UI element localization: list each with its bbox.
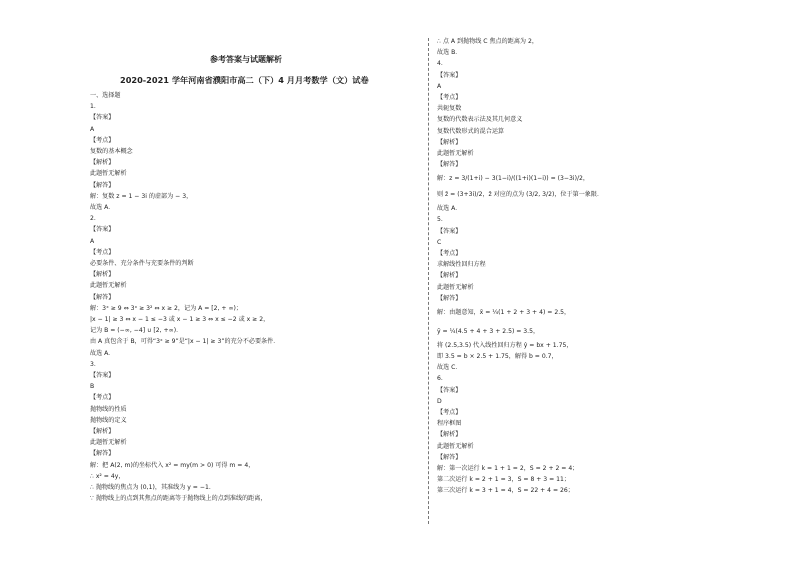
right-text-line: 复数代数形式的混合运算 <box>437 127 505 135</box>
left-text-line: ∴ 抛物线的焦点为 (0,1)，其准线为 y = −1. <box>90 484 211 491</box>
left-text-line: 此题暂无解析 <box>90 439 127 447</box>
right-text-line: 【考点】 <box>437 250 462 257</box>
left-text-line: 故选 A． <box>90 204 115 211</box>
right-text-line: 程序框图 <box>437 420 462 428</box>
exam-title: 2020-2021 学年河南省濮阳市高二（下）4 月月考数学（文）试卷 <box>120 75 369 85</box>
right-text-line: 【答案】 <box>437 71 462 79</box>
left-text-line: 【解析】 <box>90 428 115 435</box>
left-text-line: 【考点】 <box>90 136 115 144</box>
right-text-line: ȳ = ¼(4.5 + 4 + 3 + 2.5) = 3.5， <box>437 327 540 335</box>
right-text-line: 【考点】 <box>437 94 462 101</box>
right-text-line: C <box>437 238 442 246</box>
right-text-line: 6. <box>437 375 443 383</box>
right-text-line: 故选 A． <box>437 205 462 213</box>
left-text-line: 记为 B = (−∞, −4] ∪ [2, +∞)． <box>90 327 183 335</box>
right-text-line: 【解析】 <box>437 431 462 439</box>
right-text-line: 共轭复数 <box>437 105 462 113</box>
left-text-line: 【解答】 <box>90 293 115 301</box>
right-text-line: 解：第一次运行 k = 1 + 1 = 2，S = 2 + 2 = 4； <box>437 465 579 472</box>
right-text-line: 【解析】 <box>437 138 462 146</box>
left-text-line: 此题暂无解析 <box>90 170 127 178</box>
right-text-line: D <box>437 397 442 405</box>
left-text-line: 解：复数 z = 1 − 3i 的虚部为 − 3， <box>90 192 193 200</box>
left-text-line: 故选 A. <box>90 349 111 357</box>
left-text-line: 抛物线的定义 <box>90 416 127 424</box>
left-text-line: 【解析】 <box>90 271 115 279</box>
left-text-line: ∵ 抛物线上的点到其焦点的距离等于抛物线上的点到准线的距离， <box>90 495 267 503</box>
left-text-line: 抛物线的性质 <box>90 405 127 413</box>
left-text-line: 解：把 A(2, m)的坐标代入 x² = my(m > 0) 可得 m = 4， <box>90 461 255 469</box>
left-text-line: |x − 1| ≥ 3 ⇔ x − 1 ≤ −3 或 x − 1 ≥ 3 ⇔ x ≤ −2 或 x ≥ 2， <box>90 316 270 323</box>
right-text-line: 【解答】 <box>437 161 462 169</box>
right-text-line: 【解答】 <box>437 294 462 302</box>
left-text-line: 【答案】 <box>90 114 115 122</box>
right-text-line: 则 z̄ = (3+3i)/2，z̄ 对应的点为 (3/2, 3/2)，位于第一象限． <box>437 191 604 199</box>
right-text-line: 【解答】 <box>437 453 462 461</box>
left-text-line: B <box>90 383 95 391</box>
right-text-line: 复数的代数表示法及其几何意义 <box>437 116 523 124</box>
right-text-line: 故选 B． <box>437 49 462 57</box>
left-text-line: 【解答】 <box>90 181 115 189</box>
right-text-line: A <box>437 82 442 90</box>
right-text-line: 此题暂无解析 <box>437 283 474 291</box>
left-text-line: 必要条件、充分条件与充要条件的判断 <box>90 260 194 267</box>
left-text-line: A <box>90 125 95 133</box>
left-text-line: 2. <box>90 215 96 223</box>
right-text-line: 【考点】 <box>437 409 462 416</box>
right-text-line: 将 (2.5,3.5) 代入线性回归方程 ŷ = bx + 1.75， <box>437 341 573 349</box>
left-text-line: 由 A 真包含于 B，可得“3ˣ ≥ 9”是“|x − 1| ≥ 3”的充分不必要条件． <box>90 338 280 346</box>
left-text-line: ∴ x² = 4y， <box>90 472 125 480</box>
right-text-line: 解：由题意知，x̄ = ¼(1 + 2 + 3 + 4) = 2.5， <box>437 308 571 316</box>
right-text-line: 求解线性回归方程 <box>437 261 486 269</box>
left-text-line: 【考点】 <box>90 394 115 402</box>
right-text-line: 解：z = 3/(1+i) − 3(1−i)/((1+i)(1−i)) = (3−3i)/2， <box>437 175 589 183</box>
left-text-line: 此题暂无解析 <box>90 282 127 290</box>
right-text-line: 第二次运行 k = 2 + 1 = 3，S = 8 + 3 = 11； <box>437 476 571 484</box>
left-text-line: 【考点】 <box>90 248 115 256</box>
right-text-line: 【解析】 <box>437 272 462 280</box>
left-text-line: 【解答】 <box>90 450 115 458</box>
right-text-line: 第三次运行 k = 3 + 1 = 4，S = 22 + 4 = 26； <box>437 487 574 495</box>
left-text-line: 复数的基本概念 <box>90 148 133 155</box>
right-text-line: 故选 C． <box>437 364 462 372</box>
right-text-line: 即 3.5 = b × 2.5 + 1.75，解得 b = 0.7， <box>437 353 558 360</box>
right-text-line: 此题暂无解析 <box>437 442 474 450</box>
right-text-line: ∴ 点 A 到抛物线 C 焦点的距离为 2， <box>437 38 538 45</box>
left-text-line: 解：3ˣ ≥ 9 ⇔ 3ˣ ≥ 3² ⇔ x ≥ 2，记为 A = [2, + ∞)； <box>90 304 243 312</box>
document-title: 参考答案与试题解析 <box>210 55 282 64</box>
left-text-line: A <box>90 237 95 245</box>
right-text-line: 5. <box>437 216 443 224</box>
right-text-line: 此题暂无解析 <box>437 150 474 157</box>
left-text-line: 【答案】 <box>90 226 115 234</box>
left-text-line: 1. <box>90 103 96 111</box>
right-text-line: 4. <box>437 60 443 68</box>
left-text-line: 3. <box>90 360 96 368</box>
left-text-line: 【答案】 <box>90 372 115 379</box>
left-text-line: 一、选择题 <box>90 92 121 99</box>
right-text-line: 【答案】 <box>437 386 462 394</box>
column-divider <box>428 38 429 524</box>
left-text-line: 【解析】 <box>90 159 115 167</box>
right-text-line: 【答案】 <box>437 227 462 235</box>
